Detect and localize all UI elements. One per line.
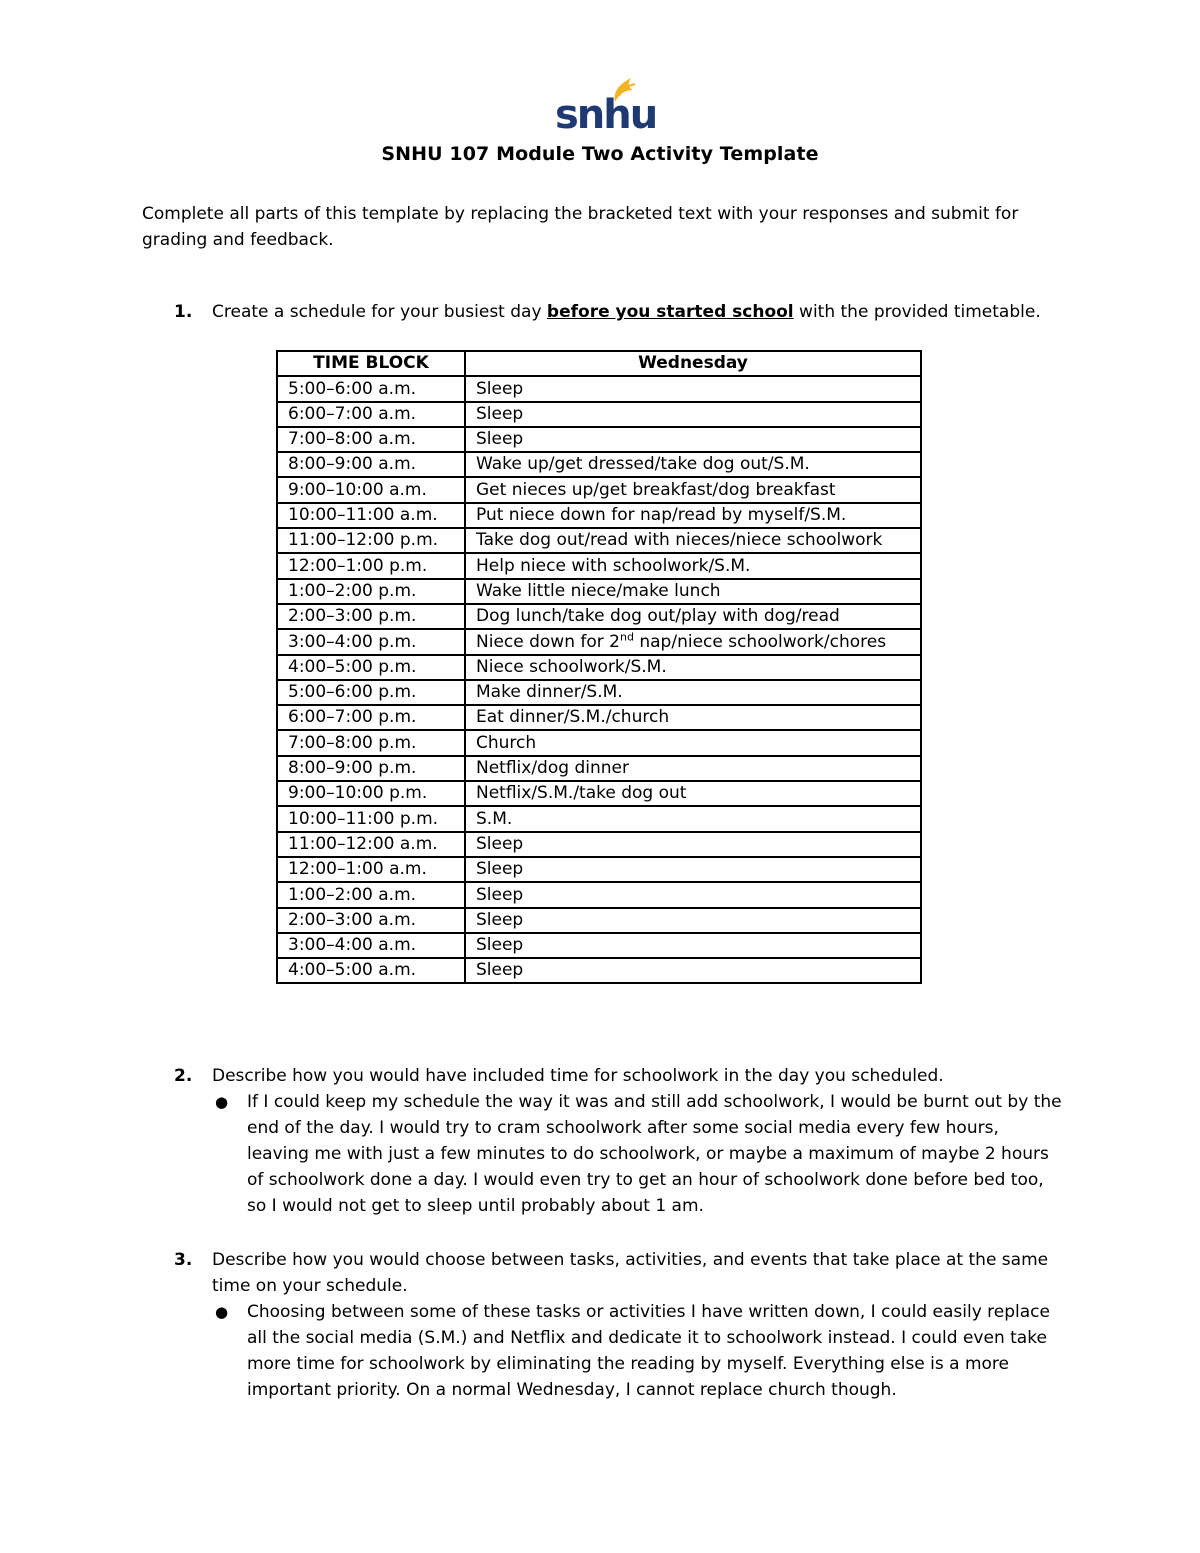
activity-cell: Sleep (465, 857, 921, 882)
activity-cell: Netflix/dog dinner (465, 756, 921, 781)
activity-cell: Sleep (465, 402, 921, 427)
activity-cell: Help niece with schoolwork/S.M. (465, 553, 921, 578)
time-cell: 6:00–7:00 a.m. (277, 402, 465, 427)
activity-cell: Put niece down for nap/read by myself/S.M. (465, 503, 921, 528)
table-row (277, 857, 921, 882)
table-row (277, 806, 921, 831)
answer-text: Choosing between some of these tasks or activities I have written down, I could easily replace all the social media (S.M.) and Netflix and dedicate it to schoolwork instead. I could even take more time for schoolwork by eliminating the reading by myself. Everything else is a more important priority. On a normal Wednesday, I cannot replace church though. (247, 1302, 1050, 1400)
time-cell: 4:00–5:00 a.m. (277, 958, 465, 983)
table-row (277, 730, 921, 755)
table-row (277, 882, 921, 907)
question-1 (142, 299, 1062, 325)
activity-cell: Get nieces up/get breakfast/dog breakfast (465, 477, 921, 502)
activity-cell: Sleep (465, 882, 921, 907)
bullet-icon: ● (215, 1093, 229, 1111)
time-cell: 2:00–3:00 p.m. (277, 604, 465, 629)
time-cell: 4:00–5:00 p.m. (277, 655, 465, 680)
table-row (277, 756, 921, 781)
time-cell: 1:00–2:00 a.m. (277, 882, 465, 907)
bullet-icon: ● (215, 1303, 229, 1321)
snhu-logo (553, 72, 657, 138)
time-block-header: TIME BLOCK (277, 351, 465, 376)
question-3 (142, 1247, 1062, 1403)
activity-cell: Sleep (465, 376, 921, 401)
table-row (277, 629, 921, 654)
question-number: 3. (174, 1250, 193, 1270)
activity-cell: Church (465, 730, 921, 755)
time-cell: 3:00–4:00 p.m. (277, 629, 465, 654)
time-cell: 5:00–6:00 p.m. (277, 680, 465, 705)
table-row (277, 579, 921, 604)
table-row (277, 528, 921, 553)
activity-cell: Wake little niece/make lunch (465, 579, 921, 604)
question-text: Create a schedule for your busiest day before you started school with the provided timetable. (212, 302, 1041, 322)
time-cell: 11:00–12:00 p.m. (277, 528, 465, 553)
day-header: Wednesday (465, 351, 921, 376)
table-row (277, 376, 921, 401)
time-cell: 9:00–10:00 a.m. (277, 477, 465, 502)
time-cell: 12:00–1:00 a.m. (277, 857, 465, 882)
table-row (277, 427, 921, 452)
svg-text:snhu: snhu (555, 92, 657, 138)
answer-bullet (215, 1089, 1062, 1219)
activity-cell: Sleep (465, 933, 921, 958)
emphasis-text: before you started school (546, 302, 794, 322)
time-cell: 8:00–9:00 p.m. (277, 756, 465, 781)
activity-cell: Take dog out/read with nieces/niece schoolwork (465, 528, 921, 553)
time-cell: 5:00–6:00 a.m. (277, 376, 465, 401)
time-cell: 11:00–12:00 a.m. (277, 832, 465, 857)
time-cell: 10:00–11:00 a.m. (277, 503, 465, 528)
activity-cell: Dog lunch/take dog out/play with dog/read (465, 604, 921, 629)
time-cell: 12:00–1:00 p.m. (277, 553, 465, 578)
activity-cell: S.M. (465, 806, 921, 831)
activity-cell: Sleep (465, 958, 921, 983)
table-row (277, 680, 921, 705)
time-cell: 2:00–3:00 a.m. (277, 908, 465, 933)
time-cell: 6:00–7:00 p.m. (277, 705, 465, 730)
question-2 (142, 1063, 1062, 1219)
question-number: 2. (174, 1066, 193, 1086)
activity-cell: Make dinner/S.M. (465, 680, 921, 705)
question-text: Describe how you would have included time for schoolwork in the day you scheduled. (212, 1066, 944, 1086)
time-cell: 3:00–4:00 a.m. (277, 933, 465, 958)
time-cell: 7:00–8:00 a.m. (277, 427, 465, 452)
table-row (277, 477, 921, 502)
table-row (277, 832, 921, 857)
table-row (277, 908, 921, 933)
table-row (277, 933, 921, 958)
activity-cell: Niece schoolwork/S.M. (465, 655, 921, 680)
time-cell: 10:00–11:00 p.m. (277, 806, 465, 831)
time-cell: 1:00–2:00 p.m. (277, 579, 465, 604)
schedule-table (276, 350, 922, 984)
activity-cell: Eat dinner/S.M./church (465, 705, 921, 730)
question-number: 1. (174, 302, 193, 322)
activity-cell: Netflix/S.M./take dog out (465, 781, 921, 806)
activity-cell: Wake up/get dressed/take dog out/S.M. (465, 452, 921, 477)
instructions: Complete all parts of this template by replacing the bracketed text with your responses and submit for grading and feedback. (142, 204, 1019, 250)
activity-cell: Niece down for 2nd nap/niece schoolwork/chores (465, 629, 921, 654)
activity-cell: Sleep (465, 908, 921, 933)
table-row (277, 503, 921, 528)
table-row (277, 452, 921, 477)
activity-cell: Sleep (465, 427, 921, 452)
table-row (277, 781, 921, 806)
table-row (277, 604, 921, 629)
table-row (277, 553, 921, 578)
time-cell: 8:00–9:00 a.m. (277, 452, 465, 477)
page-title: SNHU 107 Module Two Activity Template (381, 143, 819, 165)
question-text: Describe how you would choose between tasks, activities, and events that take place at the same time on your schedule. (212, 1250, 1049, 1296)
answer-bullet (215, 1299, 1062, 1403)
table-row (277, 402, 921, 427)
table-row (277, 958, 921, 983)
table-header-row (277, 351, 921, 376)
time-cell: 9:00–10:00 p.m. (277, 781, 465, 806)
time-cell: 7:00–8:00 p.m. (277, 730, 465, 755)
answer-text: If I could keep my schedule the way it was and still add schoolwork, I would be burnt out by the end of the day. I would try to cram schoolwork after some social media every few hours, leaving me with just a few minutes to do schoolwork, or maybe a maximum of maybe 2 hours of schoolwork done a day. I would even try to get an hour of schoolwork done before bed too, so I would not get to sleep until probably about 1 am. (247, 1092, 1062, 1216)
table-row (277, 655, 921, 680)
activity-cell: Sleep (465, 832, 921, 857)
table-row (277, 705, 921, 730)
